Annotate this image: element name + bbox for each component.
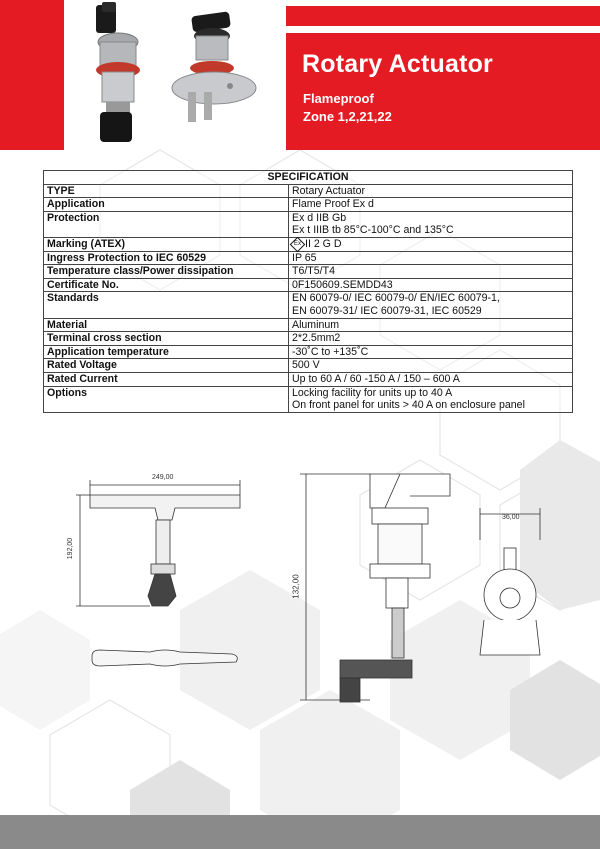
- specification-table: [43, 170, 573, 413]
- spec-key: Ingress Protection to IEC 60529: [44, 251, 289, 265]
- spec-key: Application temperature: [44, 345, 289, 359]
- table-row: [44, 345, 573, 359]
- spec-value: Rotary Actuator: [289, 184, 573, 198]
- footer-bar: [0, 815, 600, 849]
- spec-value: [289, 292, 573, 318]
- spec-value: 0F150609.SEMDD43: [289, 278, 573, 292]
- table-row: [44, 211, 573, 237]
- spec-value-line: EN 60079-0/ IEC 60079-0/ EN/IEC 60079-1,: [292, 292, 500, 305]
- ex-hexagon-icon: Ex: [290, 236, 306, 252]
- spec-key: Standards: [44, 292, 289, 318]
- spec-value: T6/T5/T4: [289, 265, 573, 279]
- dimension-center-height: 132,00: [291, 574, 301, 599]
- spec-value: [289, 386, 573, 412]
- table-row: [44, 359, 573, 373]
- spec-key: Rated Current: [44, 372, 289, 386]
- red-accent-block: [0, 0, 64, 150]
- spec-value-line: Locking facility for units up to 40 A: [292, 386, 453, 399]
- table-row: [44, 198, 573, 212]
- red-header-strip: [286, 6, 600, 26]
- spec-value: IP 65: [289, 251, 573, 265]
- spec-key: Protection: [44, 211, 289, 237]
- spec-key: Rated Voltage: [44, 359, 289, 373]
- spec-value-line: On front panel for units > 40 A on enclosure panel: [292, 399, 525, 412]
- page-title: Rotary Actuator: [302, 50, 493, 78]
- table-row: [44, 184, 573, 198]
- spec-key: Temperature class/Power dissipation: [44, 265, 289, 279]
- table-heading: SPECIFICATION: [44, 171, 573, 185]
- table-row: [44, 386, 573, 412]
- spec-key: Options: [44, 386, 289, 412]
- spec-value: Aluminum: [289, 318, 573, 332]
- table-row: [44, 332, 573, 346]
- subtitle-flameproof: Flameproof: [303, 91, 374, 106]
- spec-value: 2*2.5mm2: [289, 332, 573, 346]
- spec-key: Material: [44, 318, 289, 332]
- spec-key: Marking (ATEX): [44, 237, 289, 251]
- table-row: [44, 372, 573, 386]
- dimension-left-height: 192,00: [67, 537, 75, 560]
- table-row: [44, 237, 573, 251]
- spec-value-line: EN 60079-31/ IEC 60079-31, IEC 60529: [292, 304, 482, 317]
- spec-value: Flame Proof Ex d: [289, 198, 573, 212]
- spec-value: [289, 237, 573, 251]
- spec-key: Certificate No.: [44, 278, 289, 292]
- table-row: [44, 318, 573, 332]
- table-row: [44, 251, 573, 265]
- subtitle-zones: Zone 1,2,21,22: [303, 109, 392, 124]
- table-row: [44, 171, 573, 185]
- dimension-handle-width: 249,00: [152, 474, 174, 481]
- spec-value-line: Ex t IIIB tb 85°C-100°C and 135°C: [292, 224, 454, 237]
- spec-value: [289, 211, 573, 237]
- table-row: [44, 292, 573, 318]
- spec-key: Terminal cross section: [44, 332, 289, 346]
- spec-value: Up to 60 A / 60 -150 A / 150 – 600 A: [289, 372, 573, 386]
- table-row: [44, 278, 573, 292]
- table-row: [44, 265, 573, 279]
- spec-key: TYPE: [44, 184, 289, 198]
- spec-value-text: II 2 G D: [305, 237, 342, 250]
- spec-value: 500 V: [289, 359, 573, 373]
- dimension-right-width: 36,00: [502, 514, 520, 521]
- spec-value-line: Ex d IIB Gb: [292, 211, 347, 224]
- spec-value: -30˚C to +135˚C: [289, 345, 573, 359]
- spec-key: Application: [44, 198, 289, 212]
- product-photo: [80, 0, 280, 150]
